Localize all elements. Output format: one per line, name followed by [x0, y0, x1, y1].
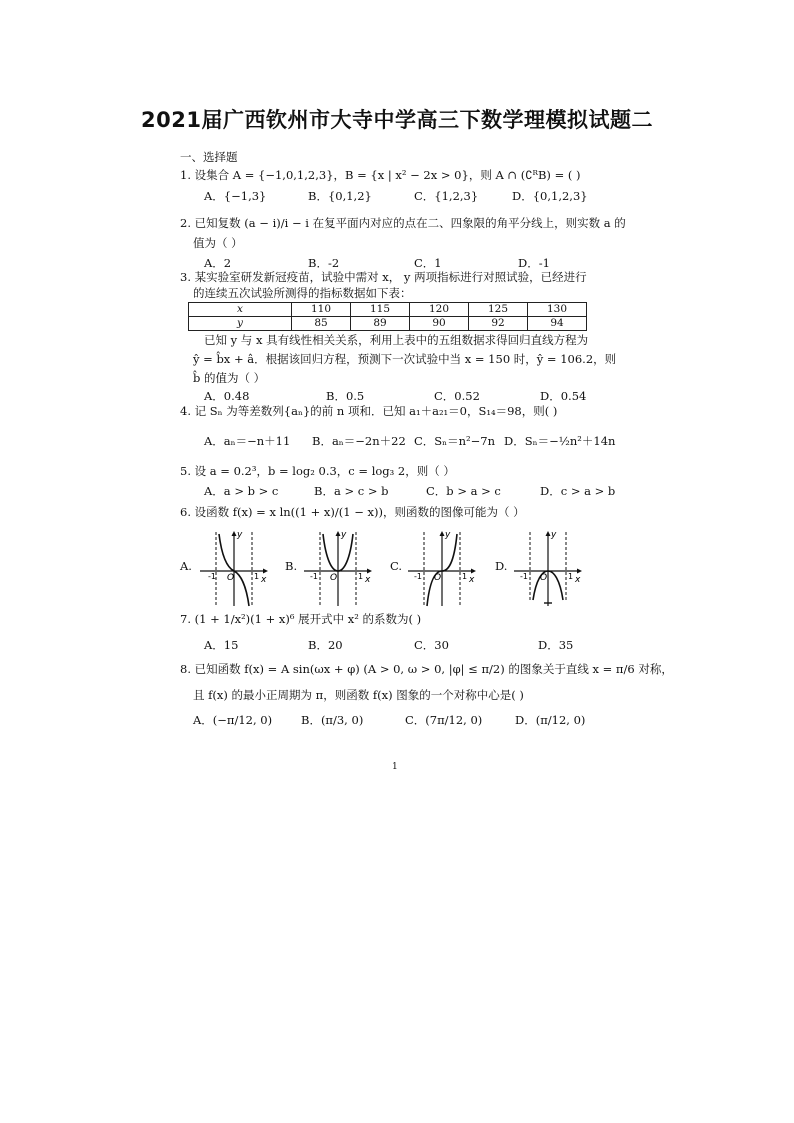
graph-b [302, 528, 374, 608]
data-table [188, 302, 587, 331]
table-cell: 94 [528, 317, 587, 331]
table-cell: 130 [528, 303, 587, 317]
origin-label: O [330, 573, 338, 583]
x-axis-arrow [577, 569, 582, 574]
option-b: B．(π/3, 0) [301, 713, 364, 727]
option-b: B．20 [308, 638, 343, 652]
question-4-stem: 4. 记 Sₙ 为等差数列{aₙ}的前 n 项和．已知 a₁＋a₂₁＝0，S₁₄＝98，则( ) [180, 404, 558, 418]
question-3-line-1: 3. 某实验室研发新冠疫苗，试验中需对 x， y 两项指标进行对照试验，已经进行 [180, 270, 587, 284]
table-cell: y [189, 317, 292, 331]
option-a: A．15 [204, 638, 239, 652]
option-b: B．aₙ＝−2n＋22 [312, 434, 406, 448]
graph-a-label: A. [180, 559, 192, 573]
table-cell: 125 [469, 303, 528, 317]
x-axis-label: x [365, 575, 371, 585]
y-axis-label: y [341, 530, 347, 540]
y-axis-arrow [440, 531, 445, 536]
option-a: A．{−1,3} [204, 189, 267, 203]
origin-label: O [540, 573, 548, 583]
table-row [189, 303, 587, 317]
tick-neg-label: -1 [310, 572, 318, 581]
question-2-line-2: 值为（ ） [193, 236, 243, 250]
table-cell: 85 [292, 317, 351, 331]
option-c: C．(7π/12, 0) [405, 713, 483, 727]
option-a: A．2 [204, 256, 232, 270]
option-c: C．30 [414, 638, 449, 652]
tick-neg-label: -1 [520, 572, 528, 581]
origin-label: O [227, 573, 235, 583]
graph-b-label: B. [285, 559, 298, 573]
option-b: B．a > c > b [314, 484, 389, 498]
option-b: B．0.5 [326, 389, 365, 403]
page-number: 1 [392, 762, 398, 772]
option-c: C．b > a > c [426, 484, 501, 498]
x-axis-label: x [575, 575, 581, 585]
table-cell: 115 [351, 303, 410, 317]
option-c: C．1 [414, 256, 442, 270]
tick-pos-label: 1 [568, 572, 574, 581]
table-cell: x [189, 303, 292, 317]
option-d: D．-1 [518, 256, 550, 270]
y-axis-arrow [546, 531, 551, 536]
graph-d [512, 528, 584, 608]
question-1-stem: 1. 设集合 A = {−1,0,1,2,3}，B = {x | x² − 2x > 0}，则 A ∩ (∁ᴿB) = ( ) [180, 168, 581, 182]
tick-pos-label: 1 [254, 572, 260, 581]
table-cell: 92 [469, 317, 528, 331]
tick-neg-label: -1 [414, 572, 422, 581]
table-cell: 89 [351, 317, 410, 331]
question-8-line-2: 且 f(x) 的最小正周期为 π，则函数 f(x) 图象的一个对称中心是( ) [193, 688, 524, 702]
graph-d-label: D. [495, 559, 508, 573]
question-5-stem: 5. 设 a = 0.2³，b = log₂ 0.3，c = log₃ 2，则（ ） [180, 464, 455, 478]
option-b: B．{0,1,2} [308, 189, 372, 203]
question-7-stem: 7. (1 + 1/x²)(1 + x)⁶ 展开式中 x² 的系数为( ) [180, 612, 422, 626]
origin-label: O [434, 573, 442, 583]
x-axis-arrow [367, 569, 372, 574]
option-d: D．35 [538, 638, 574, 652]
question-3-line-3: 已知 y 与 x 具有线性相关关系，利用上表中的五组数据求得回归直线方程为 [204, 333, 589, 347]
x-axis-label: x [469, 575, 475, 585]
y-axis-label: y [237, 530, 243, 540]
tick-pos-label: 1 [462, 572, 468, 581]
y-axis-label: y [445, 530, 451, 540]
option-b: B．-2 [308, 256, 340, 270]
question-3-line-2: 的连续五次试验所测得的指标数据如下表： [193, 286, 412, 300]
question-6-stem: 6. 设函数 f(x) = x ln((1 + x)/(1 − x))，则函数的图像可能为（ ） [180, 505, 525, 519]
y-axis-arrow [336, 531, 341, 536]
graph-a [198, 528, 270, 608]
option-c: C．{1,2,3} [414, 189, 479, 203]
question-3-line-4: ŷ = b̂x + â．根据该回归方程，预测下一次试验中当 x = 150 时，ŷ = 106.2，则 [193, 352, 617, 366]
option-a: A．a > b > c [204, 484, 279, 498]
graph-c [406, 528, 478, 608]
x-axis-label: x [261, 575, 267, 585]
table-row [189, 317, 587, 331]
option-a: A．(−π/12, 0) [193, 713, 273, 727]
x-axis-arrow [471, 569, 476, 574]
option-a: A．0.48 [204, 389, 250, 403]
page-title: 2021届广西钦州市大寺中学高三下数学理模拟试题二 [141, 108, 653, 132]
option-d: D．c > a > b [540, 484, 616, 498]
option-d: D．0.54 [540, 389, 587, 403]
table-cell: 110 [292, 303, 351, 317]
graph-c-label: C. [390, 559, 403, 573]
question-3-line-5: b̂ 的值为（ ） [193, 371, 266, 385]
section-heading: 一、选择题 [180, 150, 238, 164]
y-axis-label: y [551, 530, 557, 540]
y-axis-arrow [232, 531, 237, 536]
tick-neg-label: -1 [208, 572, 216, 581]
option-d: D．(π/12, 0) [515, 713, 586, 727]
option-c: C．Sₙ＝n²−7n [414, 434, 496, 448]
option-d: D．Sₙ＝−½n²＋14n [504, 434, 616, 448]
table-cell: 120 [410, 303, 469, 317]
table-cell: 90 [410, 317, 469, 331]
option-a: A．aₙ＝−n＋11 [204, 434, 291, 448]
question-8-line-1: 8. 已知函数 f(x) = A sin(ωx + φ) (A > 0, ω > 0, |φ| ≤ π/2) 的图象关于直线 x = π/6 对称， [180, 662, 673, 676]
x-axis-arrow [263, 569, 268, 574]
tick-pos-label: 1 [358, 572, 364, 581]
option-c: C．0.52 [434, 389, 480, 403]
question-2-line-1: 2. 已知复数 (a − i)/i − i 在复平面内对应的点在二、四象限的角平分线上，则实数 a 的 [180, 216, 626, 230]
option-d: D．{0,1,2,3} [512, 189, 588, 203]
